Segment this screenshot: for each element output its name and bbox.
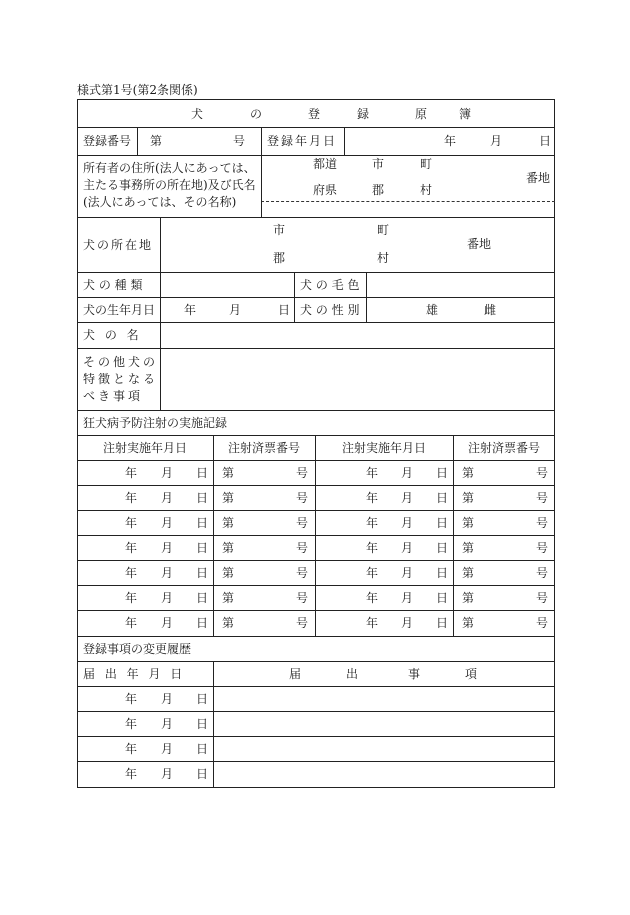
rabies-section-label: 狂犬病予防注射の実施記録: [83, 416, 228, 430]
rabies-ticket-go: 号: [536, 516, 549, 530]
form-caption: 様式第1号(第2条関係): [77, 83, 198, 97]
rabies-year: 年: [366, 591, 379, 605]
history-col-matter-char: 項: [464, 667, 478, 681]
rabies-col-date-1: 注射実施年月日: [102, 441, 188, 455]
owner-todo: 都道: [313, 157, 338, 171]
dog-breed-label: 犬 の 種 類: [83, 278, 143, 292]
rabies-month: 月: [161, 616, 174, 630]
rule: [77, 460, 555, 461]
history-year: 年: [125, 692, 138, 706]
dog-sex-label: 犬 の 性 別: [300, 303, 360, 317]
rule: [77, 610, 555, 611]
rabies-year: 年: [125, 541, 138, 555]
rule: [77, 585, 555, 586]
form-title-char: 原: [414, 107, 428, 121]
registration-year: 年: [444, 134, 457, 148]
rule: [77, 435, 555, 436]
rabies-month: 月: [401, 566, 414, 580]
rabies-year: 年: [366, 491, 379, 505]
rabies-day: 日: [196, 541, 209, 555]
rabies-day: 日: [436, 466, 449, 480]
form-title-char: 録: [356, 107, 370, 121]
rule: [77, 535, 555, 536]
rule: [315, 435, 316, 636]
rabies-ticket-go: 号: [536, 616, 549, 630]
history-day: 日: [196, 717, 209, 731]
dog-birth-day: 日: [278, 303, 291, 317]
form-title-char: 犬: [190, 107, 204, 121]
rabies-col-ticket-1: 注射済票番号: [227, 441, 301, 455]
owner-banchi: 番地: [526, 171, 551, 185]
form-title-char: の: [249, 107, 263, 121]
rabies-year: 年: [125, 616, 138, 630]
rabies-month: 月: [401, 591, 414, 605]
registration-day: 日: [539, 134, 552, 148]
rabies-day: 日: [196, 591, 209, 605]
rabies-ticket-dai: 第: [222, 591, 235, 605]
rule: [344, 127, 345, 155]
rabies-ticket-dai: 第: [462, 491, 475, 505]
rule: [294, 272, 295, 322]
rabies-ticket-dai: 第: [462, 616, 475, 630]
rule: [77, 711, 555, 712]
dog-address-gun: 郡: [273, 251, 286, 265]
rabies-day: 日: [436, 591, 449, 605]
rabies-day: 日: [436, 491, 449, 505]
rule: [77, 348, 555, 349]
rabies-ticket-go: 号: [536, 541, 549, 555]
form-title-char: 登: [307, 107, 321, 121]
rabies-col-date-2: 注射実施年月日: [341, 441, 427, 455]
history-month: 月: [161, 692, 174, 706]
rabies-col-ticket-2: 注射済票番号: [467, 441, 541, 455]
rabies-day: 日: [196, 566, 209, 580]
owner-machi: 町: [420, 157, 433, 171]
dog-address-machi: 町: [377, 223, 390, 237]
rabies-year: 年: [125, 566, 138, 580]
rule: [453, 435, 454, 636]
rabies-year: 年: [125, 491, 138, 505]
dog-address-banchi: 番地: [467, 237, 492, 251]
registration-dai: 第: [150, 134, 163, 148]
rule: [77, 127, 555, 128]
rabies-ticket-dai: 第: [222, 541, 235, 555]
rabies-year: 年: [125, 516, 138, 530]
rabies-day: 日: [196, 491, 209, 505]
rule: [366, 272, 367, 322]
history-section-label: 登録事項の変更履歴: [83, 642, 192, 656]
history-col-matter-char: 事: [407, 667, 421, 681]
owner-shi: 市: [372, 157, 385, 171]
history-month: 月: [161, 717, 174, 731]
rule: [137, 127, 138, 155]
rabies-ticket-go: 号: [296, 591, 309, 605]
dog-address-label: 犬の所在地: [83, 238, 154, 252]
rabies-ticket-go: 号: [296, 516, 309, 530]
rule: [77, 297, 555, 298]
history-month: 月: [161, 742, 174, 756]
rabies-day: 日: [196, 466, 209, 480]
history-day: 日: [196, 767, 209, 781]
rule: [77, 636, 555, 637]
rabies-ticket-dai: 第: [222, 566, 235, 580]
rabies-month: 月: [401, 466, 414, 480]
rabies-month: 月: [161, 591, 174, 605]
owner-label: 所有者の住所(法人にあっては、 主たる事務所の所在地)及び氏名 (法人にあっては、その名称): [83, 161, 256, 209]
rabies-day: 日: [436, 616, 449, 630]
rule: [77, 510, 555, 511]
rabies-month: 月: [401, 491, 414, 505]
rabies-year: 年: [125, 466, 138, 480]
rabies-month: 月: [161, 541, 174, 555]
registration-month: 月: [490, 134, 503, 148]
form-title-char: 簿: [458, 107, 472, 121]
rabies-year: 年: [366, 541, 379, 555]
registration-number-label: 登録番号: [83, 134, 132, 148]
rule: [77, 560, 555, 561]
history-col-matter-char: 届: [288, 667, 302, 681]
rabies-ticket-dai: 第: [222, 491, 235, 505]
dog-features-label: その他犬の 特徴となる べき事項: [83, 355, 159, 403]
rule: [77, 686, 555, 687]
rule: [77, 736, 555, 737]
rabies-month: 月: [161, 491, 174, 505]
rabies-ticket-dai: 第: [462, 541, 475, 555]
history-day: 日: [196, 692, 209, 706]
rabies-day: 日: [436, 516, 449, 530]
dog-address-shi: 市: [273, 223, 286, 237]
history-col-matter-char: 出: [345, 667, 359, 681]
rule: [77, 410, 555, 411]
owner-name-divider: [261, 201, 555, 202]
rabies-ticket-dai: 第: [462, 591, 475, 605]
dog-coat-label: 犬 の 毛 色: [300, 278, 360, 292]
dog-birth-month: 月: [229, 303, 242, 317]
rabies-month: 月: [401, 616, 414, 630]
rabies-year: 年: [366, 566, 379, 580]
owner-fuken: 府県: [313, 183, 338, 197]
history-month: 月: [161, 767, 174, 781]
rabies-ticket-go: 号: [296, 466, 309, 480]
rabies-ticket-dai: 第: [462, 516, 475, 530]
rabies-day: 日: [436, 541, 449, 555]
owner-gun: 郡: [372, 183, 385, 197]
rabies-year: 年: [366, 466, 379, 480]
rabies-day: 日: [436, 566, 449, 580]
rabies-ticket-go: 号: [536, 591, 549, 605]
rabies-ticket-go: 号: [536, 566, 549, 580]
dog-name-label: 犬 の 名: [83, 328, 142, 342]
rabies-year: 年: [366, 616, 379, 630]
rabies-ticket-go: 号: [296, 616, 309, 630]
rabies-day: 日: [196, 616, 209, 630]
rabies-month: 月: [161, 566, 174, 580]
rabies-ticket-go: 号: [296, 541, 309, 555]
rabies-month: 月: [401, 541, 414, 555]
dog-sex-male: 雄: [426, 303, 439, 317]
owner-mura: 村: [420, 183, 433, 197]
rule: [160, 217, 161, 410]
rabies-year: 年: [125, 591, 138, 605]
rule: [77, 217, 555, 218]
rabies-ticket-go: 号: [296, 566, 309, 580]
rabies-ticket-dai: 第: [462, 466, 475, 480]
rule: [261, 155, 262, 217]
history-year: 年: [125, 742, 138, 756]
rule: [213, 661, 214, 788]
rabies-ticket-dai: 第: [222, 466, 235, 480]
rabies-ticket-go: 号: [536, 466, 549, 480]
rabies-ticket-dai: 第: [222, 616, 235, 630]
history-year: 年: [125, 717, 138, 731]
history-year: 年: [125, 767, 138, 781]
history-day: 日: [196, 742, 209, 756]
dog-birth-label: 犬の生年月日: [83, 303, 156, 317]
rule: [77, 272, 555, 273]
rule: [77, 322, 555, 323]
history-col-date: 届 出 年 月 日: [83, 667, 186, 681]
rabies-ticket-dai: 第: [222, 516, 235, 530]
dog-sex-female: 雌: [484, 303, 497, 317]
rule: [77, 485, 555, 486]
rabies-ticket-go: 号: [536, 491, 549, 505]
rabies-month: 月: [161, 466, 174, 480]
rabies-month: 月: [401, 516, 414, 530]
dog-address-mura: 村: [377, 251, 390, 265]
rabies-month: 月: [161, 516, 174, 530]
registration-date-label: 登録年月日: [267, 134, 338, 148]
dog-birth-year: 年: [184, 303, 197, 317]
registration-go: 号: [233, 134, 246, 148]
rabies-year: 年: [366, 516, 379, 530]
rabies-ticket-go: 号: [296, 491, 309, 505]
rabies-ticket-dai: 第: [462, 566, 475, 580]
rule: [261, 127, 262, 155]
rule: [213, 435, 214, 636]
rabies-day: 日: [196, 516, 209, 530]
rule: [77, 761, 555, 762]
rule: [77, 155, 555, 156]
rule: [77, 661, 555, 662]
